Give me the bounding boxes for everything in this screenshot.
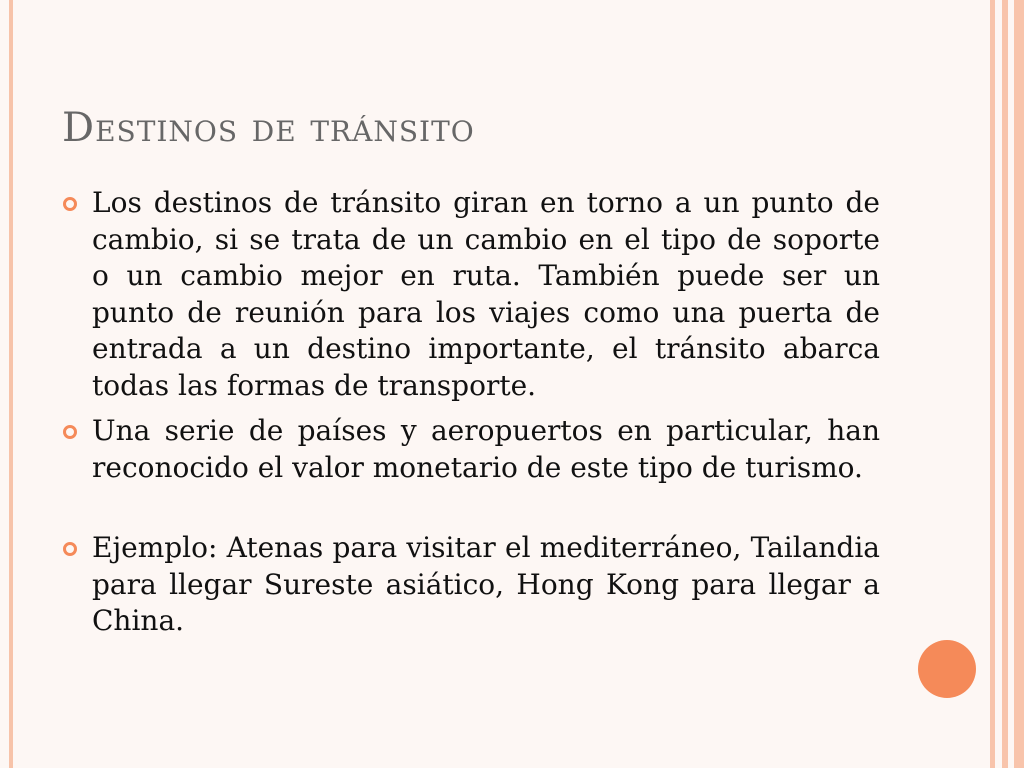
bullet-text: Ejemplo: Atenas para visitar el mediterráneo, Tailandia para llegar Sureste asiático, Hong Kong para llegar a China. xyxy=(92,531,880,637)
accent-circle xyxy=(918,640,976,698)
bullet-list xyxy=(62,185,880,649)
frame-stripe xyxy=(1014,0,1024,768)
ring-bullet-icon xyxy=(62,196,78,212)
bullet-item xyxy=(62,530,880,640)
frame-stripe xyxy=(990,0,995,768)
bullet-text: Los destinos de tránsito giran en torno a un punto de cambio, si se trata de un cambio en el tipo de soporte o un cambio mejor en ruta. También puede ser un punto de reunión para los viajes como una puerta de entrada a un destino importante, el tránsito abarca todas las formas de transporte. xyxy=(92,186,880,402)
right-frame-stripes xyxy=(978,0,1024,768)
ring-bullet-icon xyxy=(62,424,78,440)
ring-bullet-icon xyxy=(62,541,78,557)
bullet-item xyxy=(62,413,880,486)
frame-stripe xyxy=(1002,0,1008,768)
bullet-text: Una serie de países y aeropuertos en particular, han reconocido el valor monetario de este tipo de turismo. xyxy=(92,414,880,484)
slide-title: Destinos de tránsito xyxy=(62,105,475,151)
left-frame-line xyxy=(9,0,13,768)
bullet-item xyxy=(62,185,880,404)
